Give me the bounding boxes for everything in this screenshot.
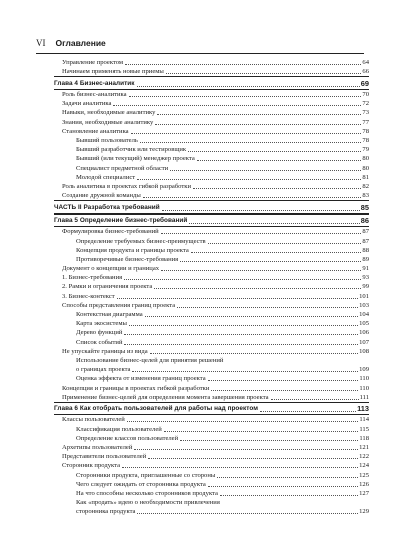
toc-entry[interactable] <box>54 470 369 479</box>
toc-entry-title: Сторонник продукта <box>62 462 121 470</box>
dot-leader <box>271 398 359 400</box>
dot-leader <box>161 269 361 271</box>
toc-entry-page: 110 <box>359 375 369 383</box>
toc-entry[interactable] <box>54 117 369 126</box>
toc-entry-title: Способы представления границ проекта <box>62 301 176 309</box>
toc-entry[interactable] <box>54 365 369 374</box>
toc-entry-page: 115 <box>359 425 369 433</box>
toc-entry-title: Оценка эффекта от изменения границ проекта <box>76 375 206 383</box>
toc-entry-page: 85 <box>360 202 369 212</box>
toc-entry[interactable] <box>54 182 369 191</box>
toc-entry-page: 113 <box>357 404 369 414</box>
toc-entry-page: 93 <box>362 274 369 282</box>
table-of-contents <box>54 58 369 516</box>
toc-entry-title: Глава 4 Бизнес-аналитик <box>54 79 135 87</box>
dot-leader <box>154 287 361 289</box>
toc-entry-title: Представители пользователей <box>62 453 147 461</box>
toc-entry-page: 129 <box>359 508 369 516</box>
toc-entry-page: 125 <box>359 471 369 479</box>
dot-leader <box>260 410 356 412</box>
toc-entry-title: Начинаем применять новые приемы <box>62 68 164 76</box>
toc-entry-title: Как «продать» идею о необходимости привлечения <box>76 499 220 507</box>
toc-entry-page: 105 <box>359 320 369 328</box>
toc-entry-page: 83 <box>362 192 369 200</box>
toc-entry-page: 77 <box>362 118 369 126</box>
toc-entry[interactable] <box>54 246 369 255</box>
toc-entry[interactable] <box>54 480 369 489</box>
toc-entry-page: 87 <box>362 237 369 245</box>
toc-entry-title: Глава 5 Определение бизнес-требований <box>54 217 188 225</box>
dot-leader <box>193 187 361 189</box>
dot-leader <box>117 297 359 299</box>
toc-entry-title: Применение бизнес-целей для определения момента завершения проекта <box>62 393 269 401</box>
toc-entry-title: 1. Бизнес-требования <box>62 274 123 282</box>
toc-entry-page: 91 <box>362 265 369 273</box>
toc-entry[interactable] <box>54 273 369 282</box>
toc-entry[interactable] <box>54 374 369 383</box>
toc-entry-title: Концепция продукта и границы проекта <box>76 246 189 254</box>
dot-leader <box>197 159 362 161</box>
dot-leader <box>145 315 358 317</box>
toc-entry[interactable] <box>54 99 369 108</box>
toc-entry-page: 118 <box>359 434 369 442</box>
toc-entry[interactable] <box>54 301 369 310</box>
toc-entry-page: 80 <box>362 155 369 163</box>
toc-entry[interactable] <box>54 328 369 337</box>
toc-entry[interactable] <box>54 163 369 172</box>
toc-entry-page: 124 <box>359 462 369 470</box>
toc-entry[interactable] <box>54 507 369 516</box>
dot-leader <box>129 324 358 326</box>
toc-entry-title: Список событий <box>76 338 123 346</box>
toc-entry[interactable] <box>54 310 369 319</box>
toc-entry-page: 99 <box>362 283 369 291</box>
toc-entry-title: Классификация пользователей <box>76 425 162 433</box>
toc-entry[interactable] <box>54 489 369 498</box>
toc-entry-title: Классы пользователей <box>62 416 125 424</box>
dot-leader <box>143 196 362 198</box>
dot-leader <box>170 169 361 171</box>
dot-leader <box>124 278 361 280</box>
toc-entry-page: 82 <box>362 182 369 190</box>
toc-entry[interactable] <box>54 452 369 461</box>
toc-entry-page: 89 <box>362 255 369 263</box>
toc-entry-page: 80 <box>362 164 369 172</box>
dot-leader <box>191 251 362 253</box>
toc-entry-page: 127 <box>359 489 369 497</box>
page-number: VI <box>36 38 46 48</box>
page-header <box>36 36 364 50</box>
dot-leader <box>208 242 362 244</box>
toc-entry-title: Концепция и границы в проектах гибкой разработки <box>62 384 210 392</box>
toc-entry[interactable] <box>54 291 369 300</box>
toc-entry[interactable] <box>54 434 369 443</box>
toc-entry[interactable] <box>54 227 369 236</box>
dot-leader <box>124 343 358 345</box>
dot-leader <box>137 512 358 514</box>
toc-entry-page: 114 <box>359 416 369 424</box>
dot-leader <box>217 476 358 478</box>
toc-entry-page: 126 <box>359 480 369 488</box>
toc-entry-page: 70 <box>362 91 369 99</box>
toc-entry-title: Определение классов пользователей <box>76 434 179 442</box>
toc-entry[interactable] <box>54 154 369 163</box>
dot-leader <box>180 439 358 441</box>
toc-entry[interactable] <box>54 347 369 356</box>
toc-chapter-entry[interactable] <box>54 77 369 89</box>
toc-entry-page: 87 <box>362 228 369 236</box>
toc-entry-page: 86 <box>360 216 369 226</box>
toc-entry-page: 64 <box>362 59 369 67</box>
toc-entry-title: Бывший пользователь <box>76 137 138 144</box>
toc-entry[interactable] <box>54 498 369 507</box>
toc-entry-title: Карта экосистемы <box>76 320 127 328</box>
toc-entry-title: Документ о концепции и границах <box>62 265 160 273</box>
toc-entry-page: 72 <box>362 100 369 108</box>
toc-entry-title: Бывший разработчик или тестировщик <box>76 146 187 154</box>
toc-entry-title: Противоречивые бизнес-требования <box>76 255 179 263</box>
toc-entry[interactable] <box>54 236 369 245</box>
header-rule <box>36 53 364 54</box>
toc-entry[interactable] <box>54 173 369 182</box>
toc-entry[interactable] <box>54 145 369 154</box>
dot-leader <box>150 352 358 354</box>
toc-entry[interactable] <box>54 90 369 99</box>
toc-entry-title: о границах проекта <box>76 366 131 374</box>
toc-entry-page: 111 <box>359 393 369 401</box>
dot-leader <box>166 72 362 74</box>
toc-entry[interactable] <box>54 415 369 424</box>
dot-leader <box>220 494 358 496</box>
toc-entry[interactable] <box>54 264 369 273</box>
toc-entry-title: ЧАСТЬ II Разработка требований <box>54 203 160 211</box>
toc-entry-title: Роль бизнес-аналитика <box>62 91 127 99</box>
toc-entry-page: 78 <box>362 137 369 144</box>
toc-entry-page: 104 <box>359 311 369 318</box>
toc-entry-title: Не упускайте границы из вида <box>62 347 148 355</box>
toc-entry[interactable] <box>54 108 369 117</box>
dot-leader <box>188 150 361 152</box>
dot-leader <box>131 132 362 134</box>
toc-entry-title: Архетипы пользователей <box>62 443 133 451</box>
toc-entry-title: Молодой специалист <box>76 173 136 181</box>
toc-chapter-entry[interactable] <box>54 215 369 227</box>
toc-entry-page: 110 <box>359 384 369 392</box>
toc-entry-page: 107 <box>359 338 369 346</box>
dot-leader <box>140 141 362 143</box>
dot-leader <box>132 370 358 372</box>
toc-entry-page: 78 <box>362 127 369 135</box>
toc-entry[interactable] <box>54 319 369 328</box>
dot-leader <box>125 63 361 65</box>
toc-entry-title: Управление проектом <box>62 59 124 67</box>
toc-entry-page: 73 <box>362 109 369 117</box>
toc-entry-title: Становление аналитика <box>62 127 129 135</box>
dot-leader <box>177 306 358 308</box>
toc-entry[interactable] <box>54 255 369 264</box>
toc-entry[interactable] <box>54 393 369 402</box>
toc-entry-title: Контекстная диаграмма <box>76 311 143 318</box>
toc-entry-title: Сторонники продукта, приглашенные со стороны <box>76 471 216 479</box>
toc-entry[interactable] <box>54 424 369 433</box>
dot-leader <box>208 485 358 487</box>
toc-entry-page: 81 <box>362 173 369 181</box>
toc-entry-page: 106 <box>359 329 369 337</box>
toc-entry[interactable] <box>54 443 369 452</box>
dot-leader <box>124 333 358 335</box>
toc-entry[interactable] <box>54 136 369 145</box>
dot-leader <box>164 430 359 432</box>
toc-entry[interactable] <box>54 356 369 365</box>
toc-entry-title: Задачи аналитика <box>62 100 112 108</box>
toc-entry-title: 3. Бизнес-контекст <box>62 292 115 300</box>
toc-entry[interactable] <box>54 58 369 67</box>
toc-entry-title: Использование бизнес-целей для принятия решений <box>76 356 224 364</box>
dot-leader <box>137 178 361 180</box>
toc-entry-page: 108 <box>359 347 369 355</box>
dot-leader <box>189 222 359 224</box>
toc-entry-title: На что способны несколько сторонников продукта <box>76 489 218 497</box>
running-title: Оглавление <box>55 38 106 48</box>
toc-entry-page: 69 <box>360 78 369 88</box>
toc-entry[interactable] <box>54 191 369 200</box>
toc-entry-title: Специалист предметной области <box>76 164 169 172</box>
toc-entry[interactable] <box>54 282 369 291</box>
dot-leader <box>161 232 362 234</box>
toc-entry-title: Создание дружной команды <box>62 192 141 200</box>
toc-entry-title: сторонника продукта <box>76 508 136 516</box>
dot-leader <box>127 420 359 422</box>
toc-entry-title: Роль аналитика в проектах гибкой разработки <box>62 182 192 190</box>
toc-entry-title: Навыки, необходимые аналитику <box>62 109 156 117</box>
dot-leader <box>137 85 360 87</box>
dot-leader <box>162 209 360 211</box>
toc-entry-title: 2. Рамки и ограничения проекта <box>62 283 153 291</box>
toc-entry-title: Знания, необходимые аналитику <box>62 118 154 126</box>
toc-entry[interactable] <box>54 461 369 470</box>
toc-entry-title: Глава 6 Как отобрать пользователей для работы над проектом <box>54 405 258 413</box>
toc-entry-page: 121 <box>359 443 369 451</box>
toc-entry[interactable] <box>54 337 369 346</box>
dot-leader <box>180 260 361 262</box>
dot-leader <box>157 113 361 115</box>
toc-entry-title: Формулировка бизнес-требований <box>62 228 159 236</box>
toc-entry[interactable] <box>54 67 369 76</box>
toc-entry-page: 79 <box>362 146 369 154</box>
toc-entry-page: 109 <box>359 366 369 374</box>
dot-leader <box>211 389 358 391</box>
dot-leader <box>129 95 362 97</box>
toc-chapter-entry[interactable] <box>54 201 369 213</box>
toc-entry-page: 101 <box>359 292 369 300</box>
toc-entry-page: 66 <box>362 68 369 76</box>
toc-entry[interactable] <box>54 127 369 136</box>
toc-entry-title: Определение требуемых бизнес-преимуществ <box>76 237 206 245</box>
dot-leader <box>122 466 358 468</box>
toc-entry-title: Дерево функций <box>76 329 123 337</box>
toc-entry-title: Чего следует ожидать от сторонника продукта <box>76 480 206 488</box>
dot-leader <box>208 379 359 381</box>
toc-entry-page: 122 <box>359 453 369 461</box>
toc-chapter-entry[interactable] <box>54 403 369 415</box>
dot-leader <box>155 123 361 125</box>
dot-leader <box>134 448 358 450</box>
toc-entry-page: 88 <box>362 246 369 254</box>
dot-leader <box>113 104 361 106</box>
toc-entry-title: Бывший (или текущий) менеджер проекта <box>76 155 195 163</box>
toc-entry-page: 103 <box>359 301 369 309</box>
dot-leader <box>148 457 358 459</box>
toc-entry[interactable] <box>54 383 369 392</box>
